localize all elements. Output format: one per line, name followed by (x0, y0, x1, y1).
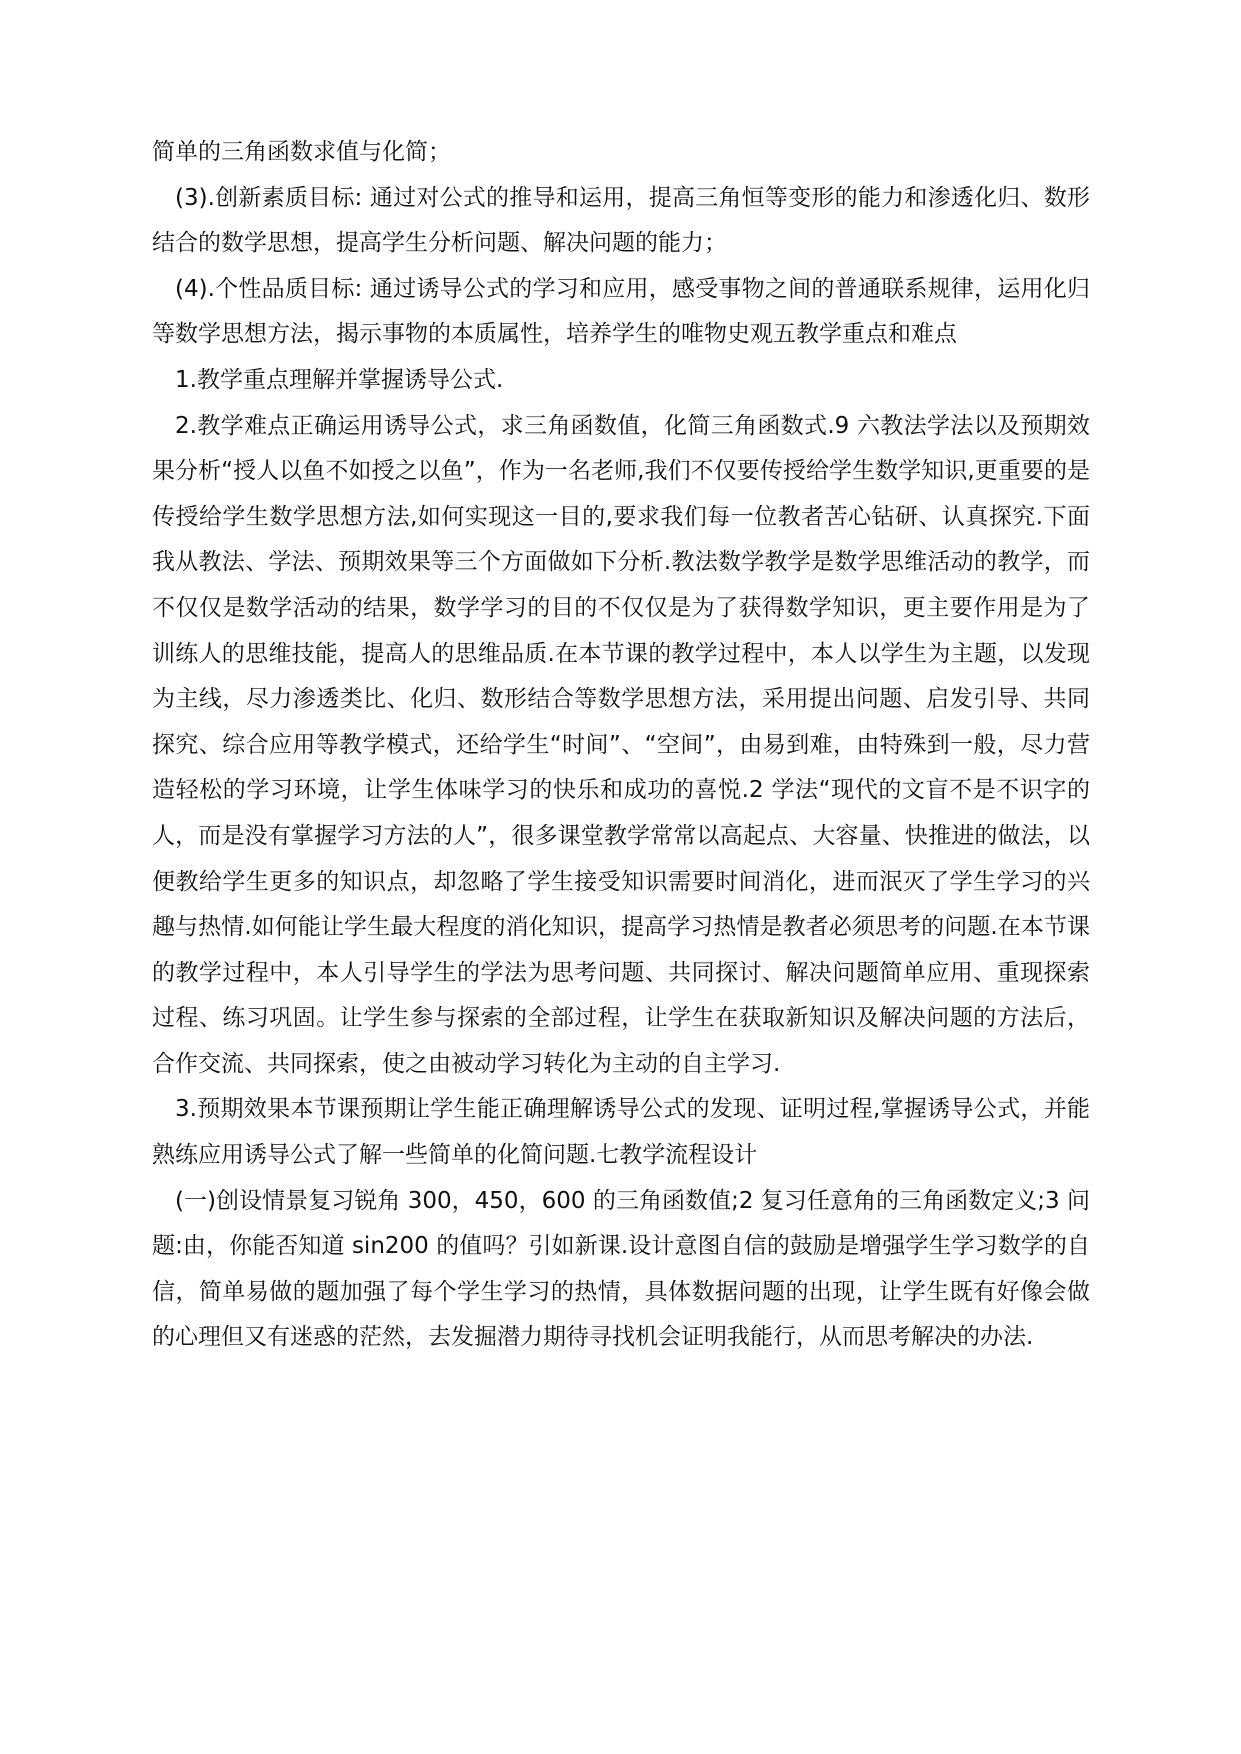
paragraph-4: 1.教学重点理解并掌握诱导公式. (175, 366, 504, 393)
paragraph-5: 2.教学难点正确运用诱导公式，求三角函数值，化简三角函数式.9 六教法学法以及预期效果分析“授人以鱼不如授之以鱼”，作为一名老师,我们不仅要传授给学生数学知识,更重要的是传授给学生数学思想方法,如何实现这一目的,要求我们每一位教者苦心钻研、认真探究.下面我从教法、学法、预期效果等三个方面做如下分析.教法数学教学是数学思维活动的教学，而不仅仅是数学活动的结果，数学学习的目的不仅仅是为了获得数学知识，更主要作用是为了训练人的思维技能，提高人的思维品质.在本节课的教学过程中，本人以学生为主题，以发现为主线，尽力渗透类比、化归、数形结合等数学思想方法，采用提出问题、启发引导、共同探究、综合应用等教学模式，还给学生“时间”、“空间”，由易到难，由特殊到一般，尽力营造轻松的学习环境，让学生体味学习的快乐和成功的喜悦.2 学法“现代的文盲不是不识字的人，而是没有掌握学习方法的人”，很多课堂教学常常以高起点、大容量、快推进的做法，以便教给学生更多的知识点，却忽略了学生接受知识需要时间消化，进而泯灭了学生学习的兴趣与热情.如何能让学生最大程度的消化知识，提高学习热情是教者必须思考的问题.在本节课的教学过程中，本人引导学生的学法为思考问题、共同探讨、解决问题简单应用、重现探索过程、练习巩固。让学生参与探索的全部过程，让学生在获取新知识及解决问题的方法后，合作交流、共同探索，使之由被动学习转化为主动的自主学习. (152, 412, 1090, 1077)
paragraph-7: (一)创设情景复习锐角 300，450，600 的三角函数值;2 复习任意角的三角函数定义;3 问题:由，你能否知道 sin200 的值吗？引如新课.设计意图自信的鼓励是增强学生学习数学的自信，简单易做的题加强了每个学生学习的热情，具体数据问题的出现，让学生既有好像会做的心理但又有迷惑的茫然，去发掘潜力期待寻找机会证明我能行，从而思考解决的办法. (152, 1187, 1090, 1351)
paragraph-2: (3).创新素质目标: 通过对公式的推导和运用，提高三角恒等变形的能力和渗透化归、数形结合的数学思想，提高学生分析问题、解决问题的能力； (152, 184, 1090, 257)
paragraph-3: (4).个性品质目标: 通过诱导公式的学习和应用，感受事物之间的普通联系规律，运用化归等数学思想方法，揭示事物的本质属性，培养学生的唯物史观五教学重点和难点 (152, 275, 1090, 348)
document-body (152, 130, 1090, 1361)
paragraph-6: 3.预期效果本节课预期让学生能正确理解诱导公式的发现、证明过程,掌握诱导公式，并能熟练应用诱导公式了解一些简单的化简问题.七教学流程设计 (152, 1096, 1090, 1169)
paragraph-1: 简单的三角函数求值与化简； (152, 139, 451, 165)
